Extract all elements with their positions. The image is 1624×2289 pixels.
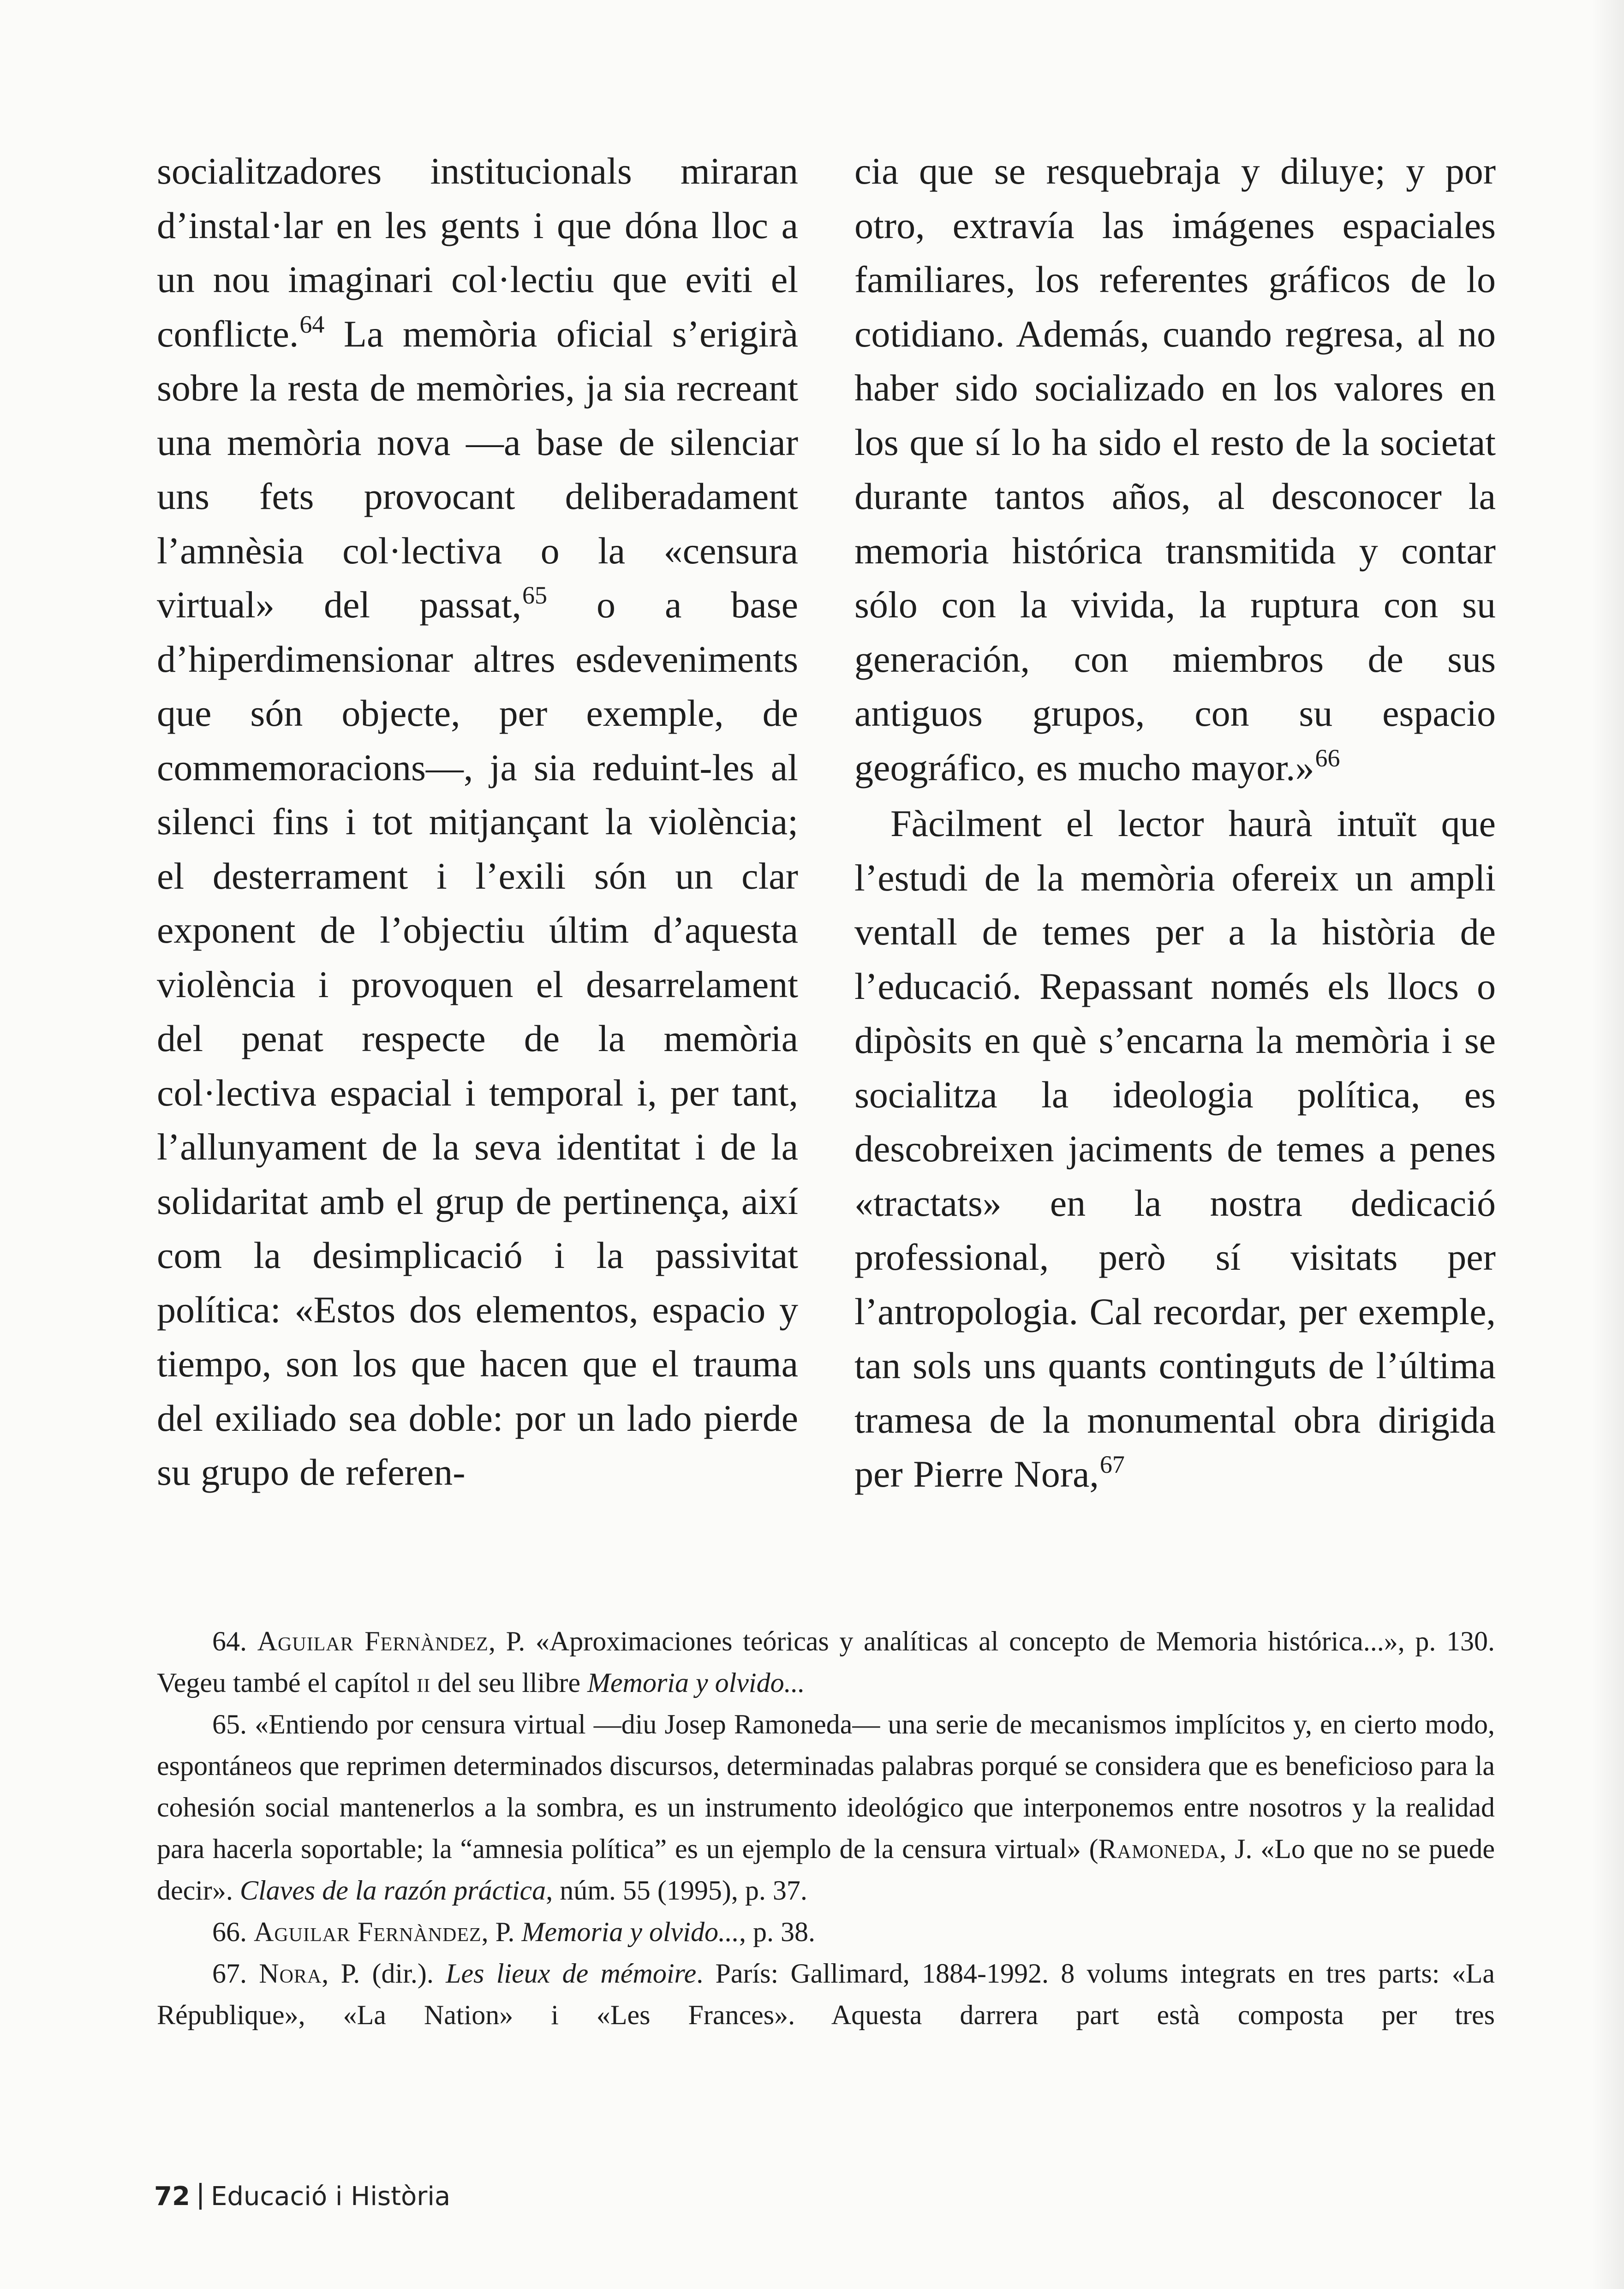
footnote-text: «Entiendo por censura virtual —diu Josep Ramoneda— una serie de mecanismos implícitos y, en cierto modo, espontáneos que reprimen determinados discursos, determinadas palabras porqué se considera que es beneficioso para la cohesión social mantenerlos a la sombra, es un instrumento ideológico que interponemos entre nosotros y la realidad para hacerla soportable; la “amnesia política” es un ejemplo de la censura virtual» ( bbox=[157, 1709, 1495, 1864]
roman-numeral: ii bbox=[417, 1667, 431, 1698]
running-footer bbox=[154, 2181, 450, 2213]
footnote-author: Nora bbox=[259, 1958, 322, 1989]
text-segment: cia que se resquebraja y diluye; y por otro, extravía las imágenes espaciales familiares, los referentes gráficos de lo cotidiano. Además, cuando regresa, al no haber sido socializado en los valores en los que sí lo ha sido el resto de la societat durante tantos años, al desconocer la memoria histórica transmitida y contar sólo con la vivida, la ruptura con su generación, con miembros de sus antiguos grupos, con su espacio geográfico, es mucho mayor.» bbox=[854, 150, 1496, 789]
footnote-text: , P. (dir.). bbox=[322, 1958, 446, 1989]
journal-name: Educació i Història bbox=[210, 2181, 451, 2211]
text-segment: o a base d’hiperdimensionar altres esdeveniments que són objecte, per exemple, de commemoracions—, ja sia reduint-les al silenci fins i tot mitjançant la violència; el desterrament i l’exili són un clar exponent de l’objectiu últim d’aquesta violència i provoquen el desarrelament del penat respecte de la memòria col·lectiva espacial i temporal i, per tant, l’allunyament de la seva identitat i de la solidaritat amb el grup de pertinença, així com la desimplicació i la passivitat política: «Estos dos elementos, espacio y tiempo, son los que hacen que el trauma del exiliado sea doble: por un lado pierde su grupo de referen- bbox=[157, 584, 798, 1493]
footnote-journal: Claves de la razón práctica bbox=[239, 1875, 546, 1906]
footnote-ref-66[interactable]: 66 bbox=[1315, 744, 1340, 772]
footnote-65 bbox=[157, 1703, 1495, 1911]
footnote-author: Ramoneda bbox=[1098, 1834, 1220, 1864]
footnote-author: Aguilar Fernàndez bbox=[254, 1917, 482, 1947]
footnote-66 bbox=[157, 1911, 1495, 1953]
footnote-text: . París: Gallimard, 1884-1992. 8 volums integrats en tres parts: «La République», «La Nation» i «Les Frances». Aquesta darrera part està composta per tres bbox=[157, 1958, 1495, 2030]
text-segment: La memòria oficial s’erigirà sobre la resta de memòries, ja sia recreant una memòria nova —a base de silenciar uns fets provocant deliberadament l’amnèsia col·lectiva o la «censura virtual» del passat, bbox=[157, 312, 798, 626]
footnote-text: , núm. 55 (1995), p. 37. bbox=[546, 1875, 807, 1906]
body-column-left bbox=[157, 144, 798, 1500]
footnote-text: , P. bbox=[481, 1917, 522, 1947]
footnote-text: del seu llibre bbox=[430, 1667, 588, 1698]
footnote-67 bbox=[157, 1953, 1495, 2036]
page-number: 72 bbox=[154, 2181, 190, 2211]
text-segment: socialitzadores institucionals miraran d’instal·lar en les gents i que dóna lloc a un nou imaginari col·lectiu que eviti el conflicte. bbox=[157, 150, 798, 355]
footnote-number: 65. bbox=[212, 1709, 255, 1739]
footnotes bbox=[157, 1620, 1495, 2036]
footnote-ref-65[interactable]: 65 bbox=[522, 581, 548, 609]
footnote-text: , p. 38. bbox=[739, 1917, 815, 1947]
footnote-title: Memoria y olvido... bbox=[587, 1667, 805, 1698]
page-edge-shadow bbox=[1592, 0, 1624, 2289]
footnote-title: Les lieux de mémoire bbox=[446, 1958, 697, 1989]
footnote-text: , P. «Aproximaciones teóricas y analíticas al concepto de Memoria histórica...», p. 130. Vegeu també el capítol bbox=[157, 1626, 1495, 1698]
body-column-right bbox=[854, 144, 1496, 1501]
footnote-ref-67[interactable]: 67 bbox=[1099, 1451, 1125, 1478]
paragraph-1-continued bbox=[854, 144, 1496, 795]
footnote-number: 66. bbox=[212, 1917, 254, 1947]
footer-separator bbox=[199, 2183, 202, 2210]
paragraph-2 bbox=[854, 796, 1496, 1501]
footnote-64 bbox=[157, 1620, 1495, 1703]
footnote-number: 67. bbox=[212, 1958, 259, 1989]
footnote-text: , J. «Lo que no se puede decir». bbox=[157, 1834, 1495, 1906]
footnote-author: Aguilar Fernàndez bbox=[257, 1626, 489, 1656]
text-segment: Fàcilment el lector haurà intuït que l’estudi de la memòria ofereix un ampli ventall de temes per a la història de l’educació. Repassant només els llocs o dipòsits en què s’encarna la memòria i se socialitza la ideologia política, es descobreixen jaciments de temes a penes «tractats» en la nostra dedicació professional, però sí visitats per l’antropologia. Cal recordar, per exemple, tan sols uns quants continguts de l’última tramesa de la monumental obra dirigida per Pierre Nora, bbox=[854, 802, 1496, 1495]
paragraph-1 bbox=[157, 144, 798, 1500]
footnote-ref-64[interactable]: 64 bbox=[299, 310, 325, 338]
footnote-title: Memoria y olvido... bbox=[521, 1917, 739, 1947]
footnote-number: 64. bbox=[212, 1626, 257, 1656]
